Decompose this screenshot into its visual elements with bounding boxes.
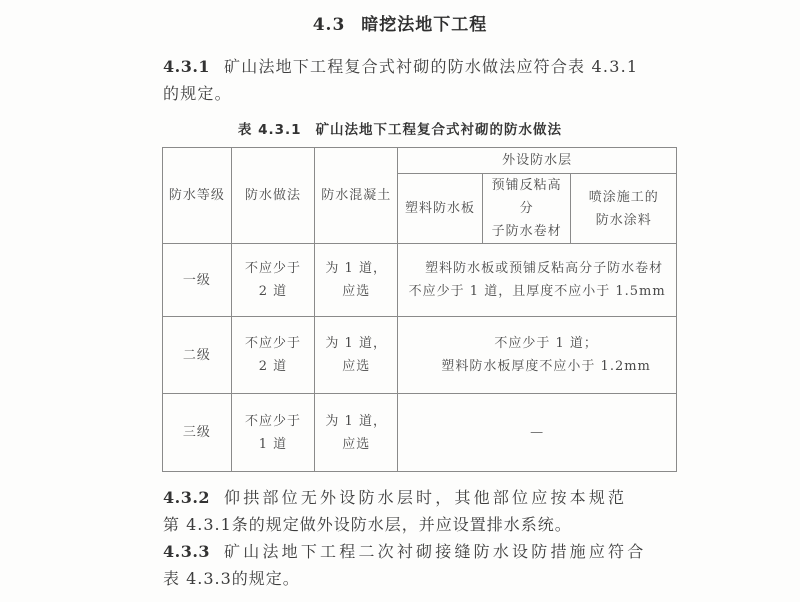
cell-method bbox=[231, 394, 314, 472]
clause-number: 4.3.3 bbox=[163, 542, 211, 561]
cell-method-line2: 1 道 bbox=[258, 436, 288, 452]
cell-method bbox=[231, 244, 314, 317]
cell-external-line1: 塑料防水板或预铺反粘高分子防水卷材 bbox=[425, 261, 664, 276]
cell-concrete-line2: 应选 bbox=[342, 359, 371, 374]
cell-external: — bbox=[398, 394, 677, 472]
cell-concrete-line1: 为 1 道， bbox=[325, 261, 387, 276]
header-plastic-board: 塑料防水板 bbox=[398, 174, 482, 244]
cell-method bbox=[231, 317, 314, 394]
cell-method-line1: 不应少于 bbox=[244, 336, 301, 351]
waterproofing-table bbox=[162, 147, 677, 472]
clause-4-3-3 bbox=[163, 538, 693, 592]
cell-external-line1: 不应少于 1 道； bbox=[494, 336, 598, 351]
clause-text-line1: 仰拱部位无外设防水层时，其他部位应按本规范 bbox=[224, 488, 628, 507]
table-header-row bbox=[163, 148, 677, 174]
cell-method-line2: 2 道 bbox=[258, 359, 288, 374]
section-title: 暗挖法地下工程 bbox=[361, 15, 488, 35]
header-spray-coating bbox=[571, 174, 677, 244]
header-pre-laid-line2: 子防水卷材 bbox=[491, 224, 562, 239]
cell-concrete-line1: 为 1 道， bbox=[325, 413, 387, 429]
cell-grade: 三级 bbox=[163, 394, 232, 472]
cell-concrete bbox=[315, 394, 398, 472]
header-external-layer: 外设防水层 bbox=[398, 148, 677, 174]
cell-grade: 一级 bbox=[163, 244, 232, 317]
cell-method-line1: 不应少于 bbox=[244, 413, 301, 429]
cell-external bbox=[398, 317, 677, 394]
clause-text-line2: 第 4.3.1条的规定做外设防水层，并应设置排水系统。 bbox=[163, 515, 572, 534]
cell-concrete-line2: 应选 bbox=[342, 436, 371, 452]
table-caption bbox=[0, 118, 800, 138]
header-pre-laid-membrane bbox=[482, 174, 571, 244]
cell-method-line1: 不应少于 bbox=[244, 261, 301, 276]
header-grade: 防水等级 bbox=[163, 148, 232, 244]
clause-text-line2: 的规定。 bbox=[163, 84, 232, 103]
clause-number: 4.3.1 bbox=[163, 57, 211, 76]
header-method: 防水做法 bbox=[231, 148, 314, 244]
cell-grade: 二级 bbox=[163, 317, 232, 394]
cell-external-line2: 塑料防水板厚度不应小于 1.2mm bbox=[441, 359, 651, 374]
header-spray-line1: 喷涂施工的 bbox=[588, 189, 659, 205]
cell-concrete bbox=[315, 244, 398, 317]
cell-external bbox=[398, 244, 677, 317]
table-title: 矿山法地下工程复合式衬砌的防水做法 bbox=[315, 122, 563, 138]
table-row bbox=[163, 244, 677, 317]
clause-4-3-2 bbox=[163, 484, 693, 538]
cell-concrete bbox=[315, 317, 398, 394]
table-row bbox=[163, 317, 677, 394]
section-heading bbox=[0, 10, 800, 35]
table-number: 表 4.3.1 bbox=[237, 122, 302, 138]
header-spray-line2: 防水涂料 bbox=[595, 212, 652, 228]
cell-method-line2: 2 道 bbox=[258, 284, 288, 299]
table-row bbox=[163, 394, 677, 472]
section-number: 4.3 bbox=[312, 15, 346, 35]
clause-4-3-1 bbox=[163, 53, 693, 107]
clause-text-line1: 矿山法地下工程二次衬砌接缝防水设防措施应符合 bbox=[224, 542, 647, 561]
clause-text-line1: 矿山法地下工程复合式衬砌的防水做法应符合表 4.3.1 bbox=[224, 57, 639, 76]
clause-number: 4.3.2 bbox=[163, 488, 211, 507]
cell-external-line2: 不应少于 1 道，且厚度不应小于 1.5mm bbox=[408, 284, 666, 299]
header-concrete: 防水混凝土 bbox=[315, 148, 398, 244]
cell-concrete-line2: 应选 bbox=[342, 284, 371, 299]
header-pre-laid-line1: 预铺反粘高分 bbox=[491, 178, 562, 216]
clause-text-line2: 表 4.3.3的规定。 bbox=[163, 569, 300, 588]
cell-concrete-line1: 为 1 道， bbox=[325, 336, 387, 351]
